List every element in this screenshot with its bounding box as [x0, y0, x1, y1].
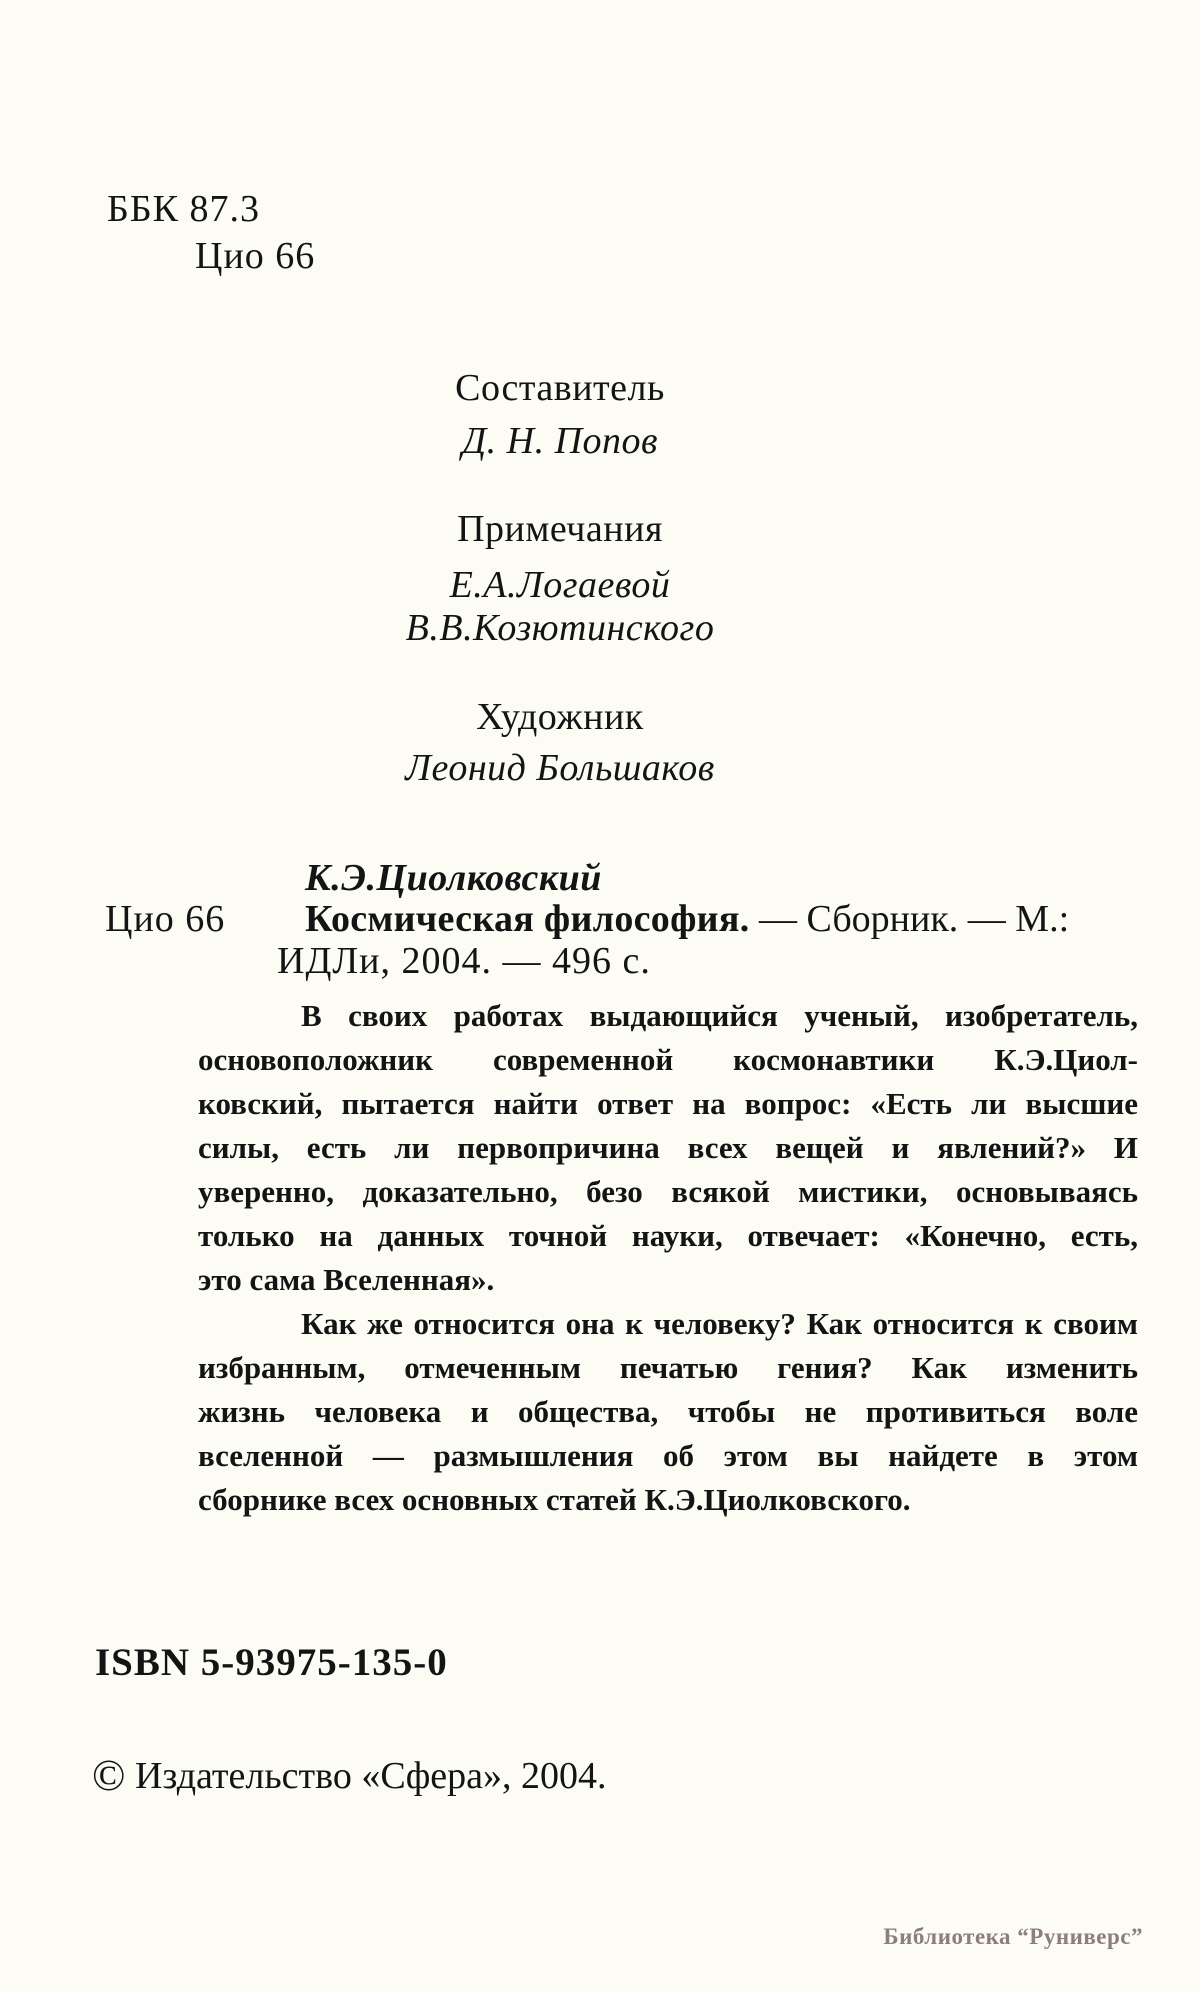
credit-name-artist: Леонид Большаков: [405, 747, 715, 789]
credit-role-notes: Примечания: [457, 508, 663, 550]
annotation-line: жизнь человека и общества, чтобы не противиться воле: [198, 1394, 1138, 1429]
annotation-block: [198, 994, 1138, 1522]
annotation-line: Как же относится она к человеку? Как относится к своим: [301, 1306, 1138, 1341]
annotation-line: силы, есть ли первопричина всех вещей и явлений?» И: [198, 1130, 1138, 1165]
annotation-line: вселенной — размышления об этом вы найдете в этом: [198, 1438, 1138, 1473]
annotation-line: сборнике всех основных статей К.Э.Циолковского.: [198, 1482, 911, 1517]
catalog-author: К.Э.Циолковский: [305, 857, 602, 899]
library-watermark: Библиотека “Руниверс”: [883, 1924, 1143, 1949]
credit-role-compiler: Составитель: [455, 367, 665, 409]
bbk-code: ББК 87.3: [107, 188, 260, 230]
catalog-index: Цио 66: [105, 898, 226, 940]
bbk-block: [107, 186, 315, 280]
annotation-line: уверенно, доказательно, безо всякой мистики, основываясь: [198, 1174, 1138, 1209]
catalog-imprint: ИДЛи, 2004. — 496 с.: [277, 940, 651, 982]
bbk-author-sign: Цио 66: [195, 235, 316, 277]
annotation-line: это сама Вселенная».: [198, 1262, 495, 1297]
catalog-title-rest: — Сборник. — М.:: [749, 898, 1070, 940]
annotation-line: избранным, отмеченным печатью гения? Как изменить: [198, 1350, 1138, 1385]
copyright-line: [92, 1750, 607, 1801]
catalog-title-line: [305, 897, 1069, 941]
credit-role-artist: Художник: [476, 696, 644, 738]
copyright-icon: ©: [92, 1751, 126, 1800]
annotation-line: основоположник современной космонавтики К.Э.Циол-: [198, 1042, 1138, 1077]
credit-name-compiler: Д. Н. Попов: [461, 420, 659, 462]
annotation-line: ковский, пытается найти ответ на вопрос: «Есть ли высшие: [198, 1086, 1138, 1121]
annotation-line: В своих работах выдающийся ученый, изобретатель,: [301, 998, 1138, 1033]
annotation-line: только на данных точной науки, отвечает: «Конечно, есть,: [198, 1218, 1138, 1253]
book-title: Космическая философия.: [305, 898, 750, 940]
copyright-text: Издательство «Сфера», 2004.: [125, 1755, 607, 1797]
isbn: ISBN 5-93975-135-0: [95, 1641, 448, 1684]
credit-name-notes-2: В.В.Козютинского: [405, 607, 715, 649]
credit-name-notes-1: Е.А.Логаевой: [449, 564, 671, 606]
